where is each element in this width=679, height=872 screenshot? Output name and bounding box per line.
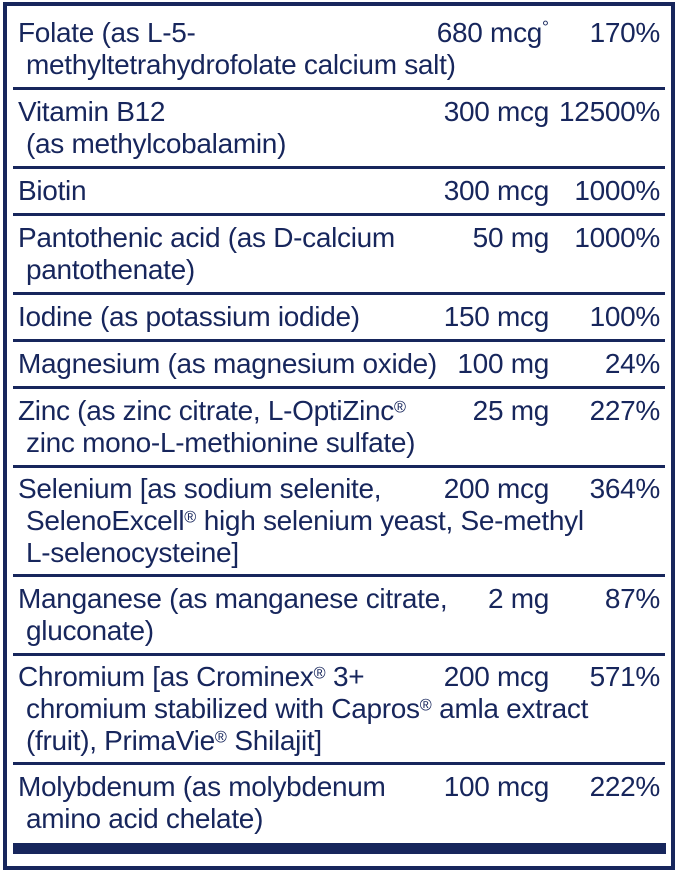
nutrient-row: [13, 90, 665, 169]
amount-value: 100 mg: [457, 348, 549, 379]
nutrient-row: [13, 169, 665, 216]
nutrient-name-line: zinc mono-L-methionine sulfate): [26, 427, 416, 458]
nutrient-row: [13, 216, 665, 295]
nutrient-name: [18, 175, 665, 207]
nutrient-name-line: Selenium [as sodium selenite,: [18, 473, 382, 504]
nutrient-name: [18, 473, 665, 569]
nutrient-name-line: Pantothenic acid (as D-calcium: [18, 222, 395, 253]
nutrient-name-line: Manganese (as manganese citrate,: [18, 583, 448, 614]
amount-value: 150 mcg: [443, 301, 549, 332]
daily-value-percent: 227%: [589, 395, 660, 426]
nutrient-name: [18, 17, 665, 81]
nutrient-name-line: Molybdenum (as molybdenum: [18, 771, 386, 802]
nutrient-row: [13, 468, 665, 577]
amount-value: 2 mg: [487, 583, 549, 614]
nutrient-name-line: SelenoExcell® high selenium yeast, Se-methyl: [26, 505, 584, 536]
nutrient-name-line: Magnesium (as magnesium oxide): [18, 348, 437, 379]
nutrient-name: [18, 348, 665, 380]
daily-value-percent: 364%: [589, 473, 660, 504]
nutrient-name-line: Folate (as L-5-: [18, 17, 196, 48]
amount-value: 300 mcg: [443, 96, 549, 127]
nutrient-name-line: amino acid chelate): [26, 803, 264, 834]
amount-value: 200 mcg: [443, 661, 549, 692]
nutrient-name: [18, 301, 665, 333]
nutrient-name-line: Iodine (as potassium iodide): [18, 301, 360, 332]
daily-value-percent: 1000%: [574, 175, 660, 206]
nutrient-row: [13, 389, 665, 468]
daily-value-percent: 100%: [589, 301, 660, 332]
nutrient-row: [13, 295, 665, 342]
nutrient-name-line: L-selenocysteine]: [26, 537, 239, 568]
thick-divider: [13, 843, 666, 854]
amount-value: 100 mcg: [443, 771, 549, 802]
daily-value-percent: 87%: [604, 583, 660, 614]
nutrient-name-line: pantothenate): [26, 254, 195, 285]
nutrient-table: [7, 6, 671, 837]
nutrient-row: [13, 765, 665, 837]
nutrient-name-line: gluconate): [26, 615, 154, 646]
nutrient-name-line: Chromium [as Crominex® 3+: [18, 661, 365, 692]
nutrient-row: [13, 656, 665, 765]
daily-value-percent: 1000%: [574, 222, 660, 253]
daily-value-percent: 571%: [589, 661, 660, 692]
nutrient-name-line: methyltetrahydrofolate calcium salt): [26, 49, 456, 80]
nutrient-name-line: Biotin: [18, 175, 87, 206]
nutrient-row: [13, 342, 665, 389]
amount-value: 300 mcg: [443, 175, 549, 206]
daily-value-percent: 24%: [604, 348, 660, 379]
nutrient-name-line: (as methylcobalamin): [26, 128, 287, 159]
nutrient-name: [18, 395, 665, 459]
nutrient-name: [18, 771, 665, 835]
nutrient-name: [18, 222, 665, 286]
nutrient-name: [18, 661, 665, 757]
nutrient-name-line: (fruit), PrimaVie® Shilajit]: [26, 725, 322, 756]
nutrient-name-line: Vitamin B12: [18, 96, 166, 127]
amount-value: 200 mcg: [443, 473, 549, 504]
amount-value: 50 mg: [472, 222, 549, 253]
nutrient-row: [13, 11, 665, 90]
nutrient-row: [13, 577, 665, 656]
amount-value: 25 mg: [472, 395, 549, 426]
daily-value-percent: 12500%: [559, 96, 660, 127]
nutrient-name-line: Zinc (as zinc citrate, L-OptiZinc®: [18, 395, 406, 426]
amount-value: 680 mcg°: [436, 16, 549, 48]
supplement-facts-panel: [3, 2, 675, 870]
nutrient-name-line: chromium stabilized with Capros® amla extract: [26, 693, 589, 724]
daily-value-percent: 170%: [589, 17, 660, 48]
daily-value-percent: 222%: [589, 771, 660, 802]
nutrient-name: [18, 583, 665, 647]
